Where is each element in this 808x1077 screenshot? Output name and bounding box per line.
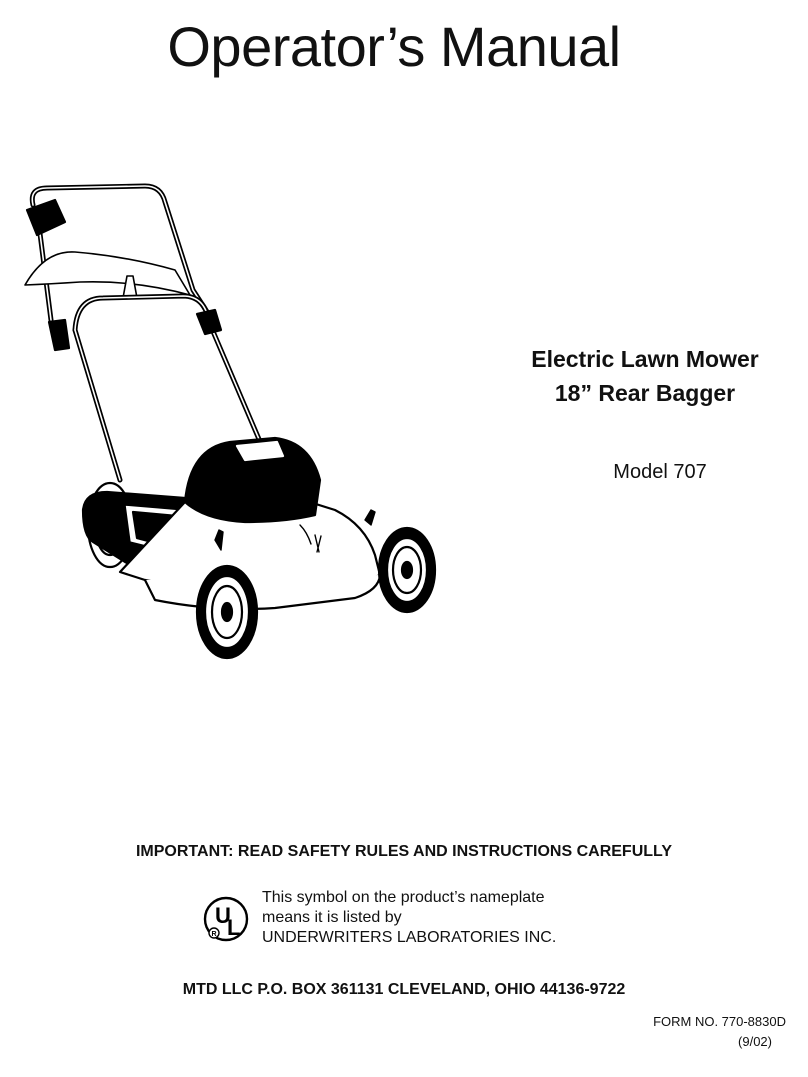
form-number: FORM NO. 770-8830D — [653, 1014, 786, 1029]
ul-line-1: This symbol on the product’s nameplate — [262, 889, 545, 906]
page-title: Operator’s Manual — [167, 15, 621, 78]
front-right-wheel — [379, 528, 435, 612]
safety-notice: IMPORTANT: READ SAFETY RULES AND INSTRUCTIONS CAREFULLY — [135, 843, 672, 860]
product-name: Electric Lawn Mower — [531, 346, 759, 372]
form-info — [653, 1012, 786, 1052]
svg-text:U: U — [215, 903, 231, 928]
bail-bar — [25, 252, 190, 295]
ul-statement — [262, 888, 556, 948]
svg-text:L: L — [227, 915, 241, 940]
ul-listed-icon — [202, 893, 250, 951]
product-description — [500, 342, 790, 410]
ul-line-2: means it is listed by — [262, 909, 402, 926]
svg-text:R: R — [211, 931, 217, 938]
product-subtitle: 18” Rear Bagger — [554, 380, 736, 406]
front-left-wheel — [197, 566, 257, 658]
form-date: (9/02) — [738, 1034, 772, 1049]
lower-handle — [75, 296, 270, 465]
lawn-mower-illustration — [15, 180, 445, 670]
ul-line-3: UNDERWRITERS LABORATORIES INC. — [262, 929, 557, 946]
model-number: Model 707 — [613, 461, 707, 483]
company-address: MTD LLC P.O. BOX 361131 CLEVELAND, OHIO 44136-9722 — [182, 981, 626, 998]
